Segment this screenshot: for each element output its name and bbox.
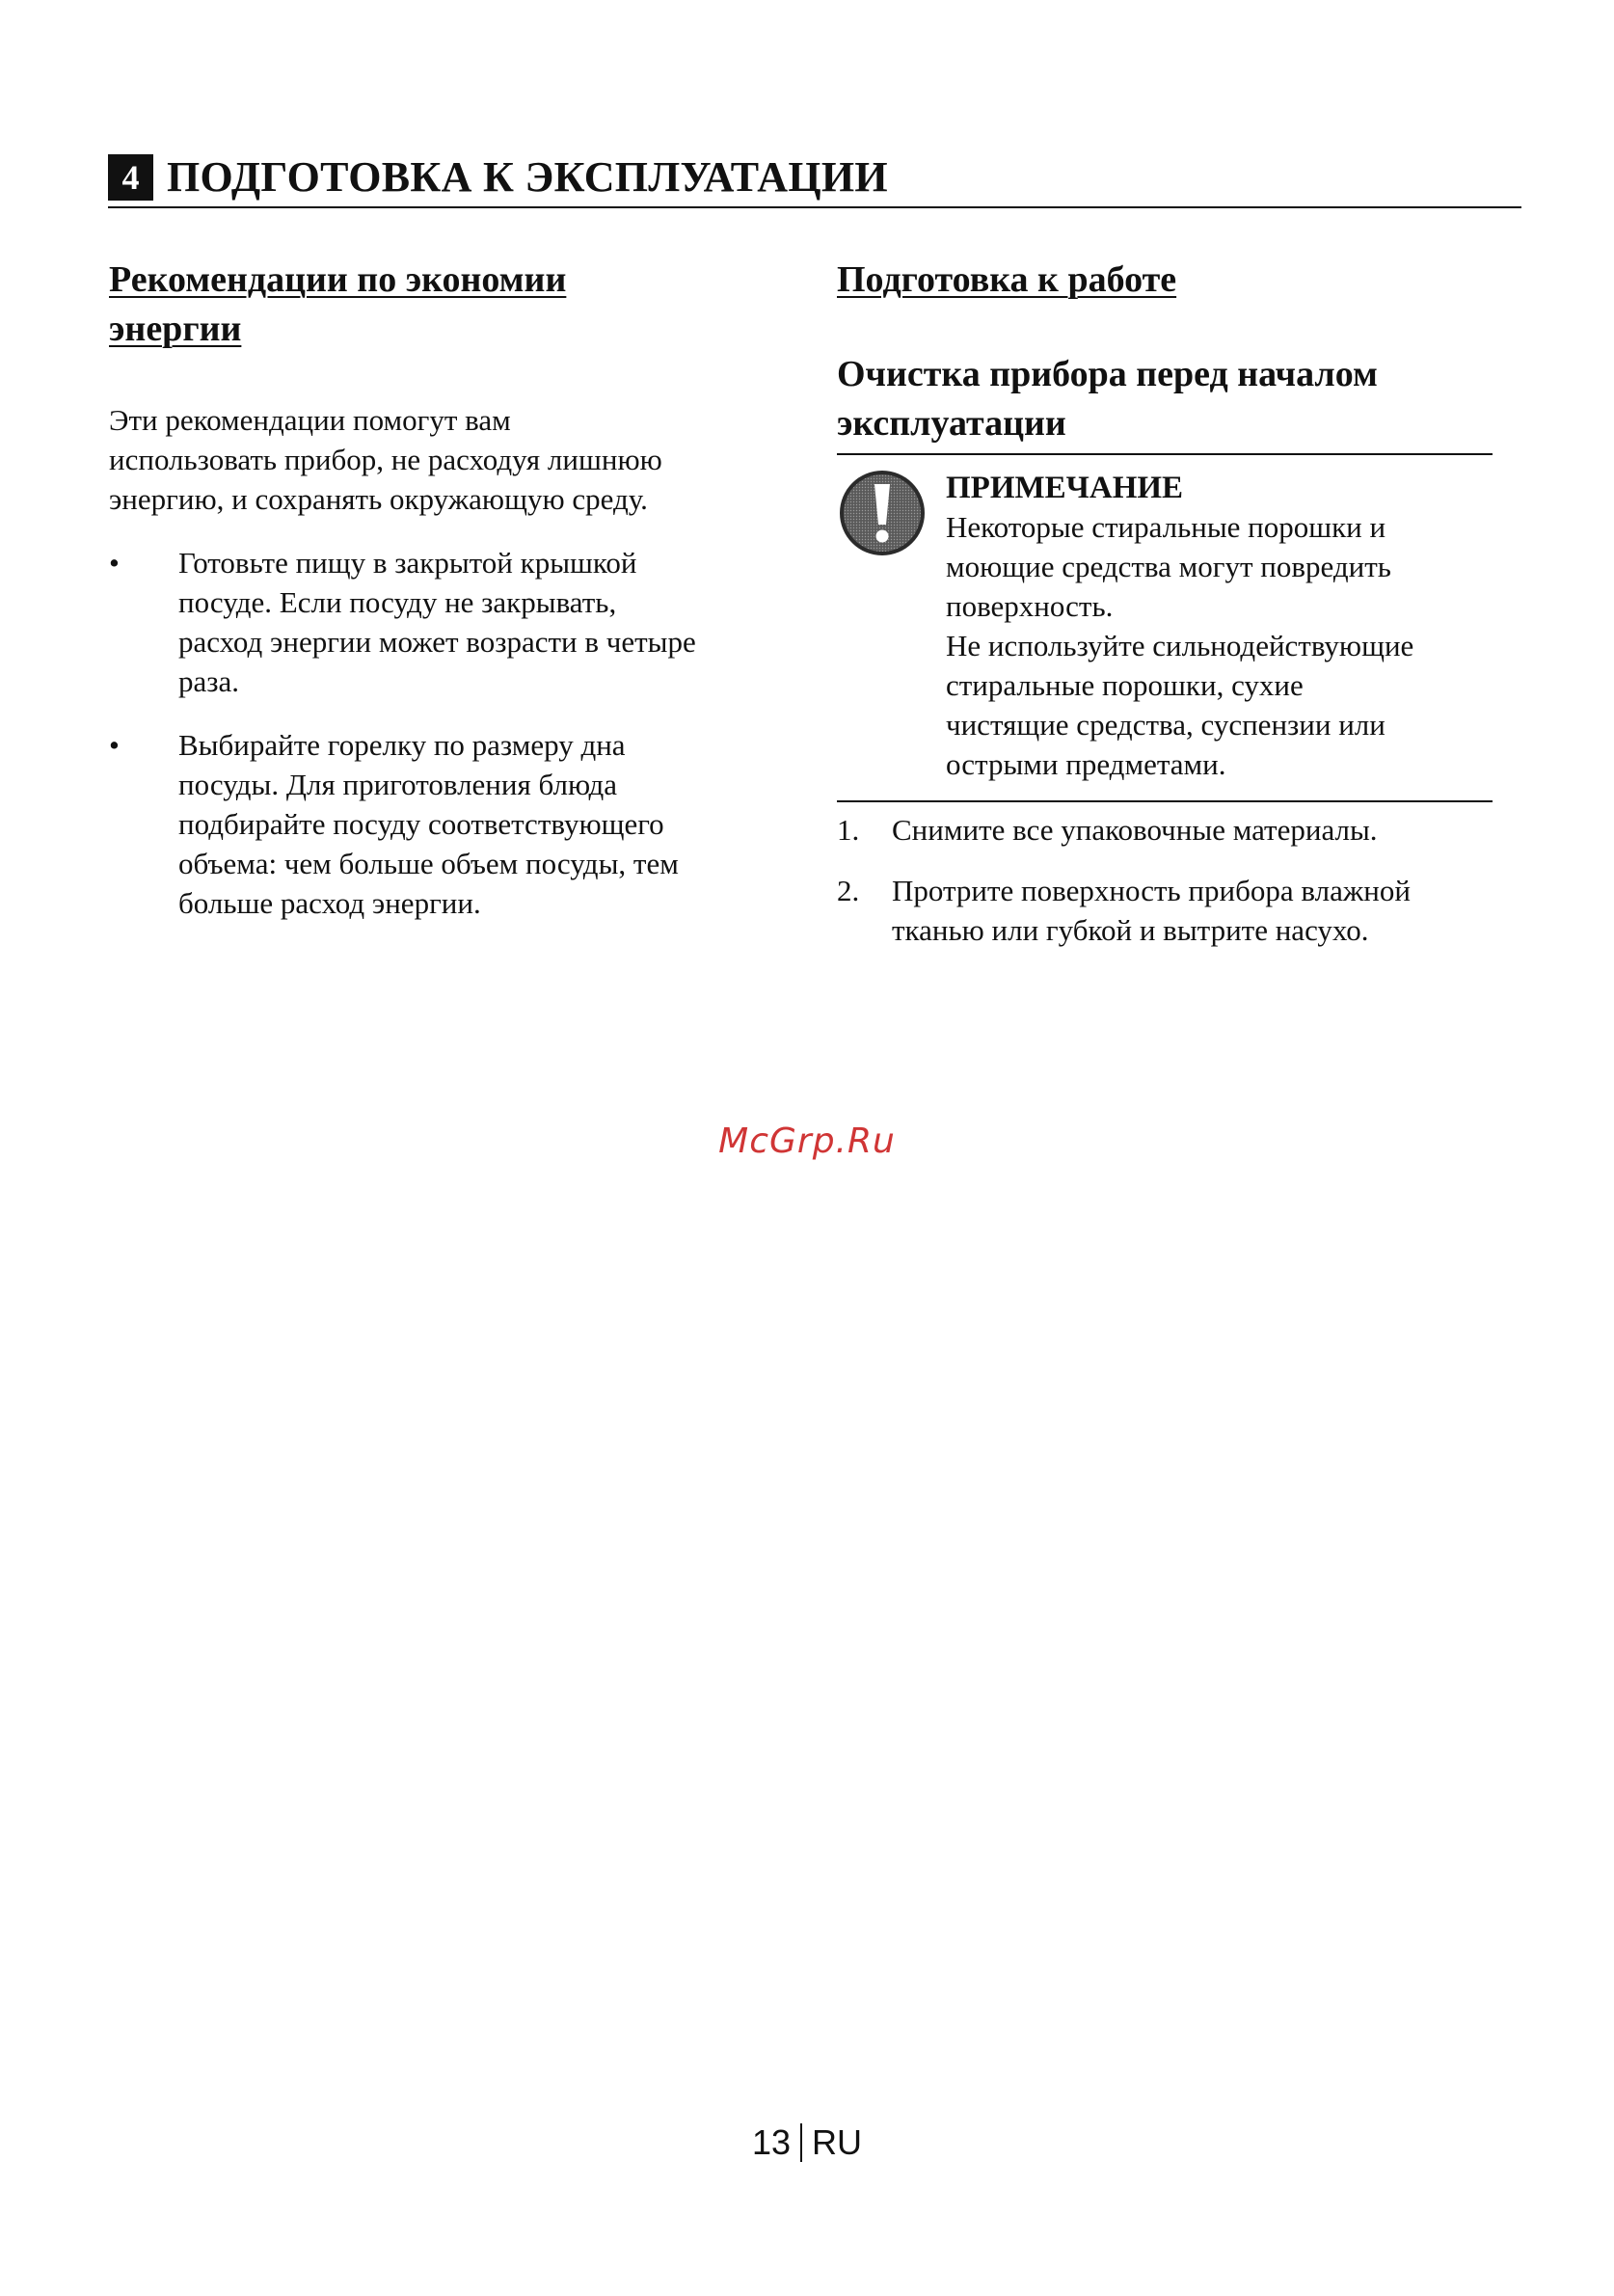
note-line: чистящие средства, суспензии или bbox=[946, 708, 1385, 742]
step-number: 1. bbox=[837, 813, 860, 847]
bullet-line: Выбирайте горелку по размеру дна bbox=[178, 728, 626, 762]
bullet-line: раза. bbox=[178, 664, 240, 698]
note-box bbox=[837, 453, 1493, 802]
bullet-line: Готовьте пищу в закрытой крышкой bbox=[178, 546, 637, 580]
bullet-line: больше расход энергии. bbox=[178, 886, 481, 920]
bullet-line: объема: чем больше объем посуды, тем bbox=[178, 847, 679, 880]
note-line: Не используйте сильнодействующие bbox=[946, 629, 1414, 662]
bullet-mark: • bbox=[109, 728, 120, 762]
bullet-line: подбирайте посуду соответствующего bbox=[178, 807, 664, 841]
intro-line: энергию, и сохранять окружающую среду. bbox=[109, 482, 648, 516]
bullet-item bbox=[109, 725, 822, 923]
note-line: поверхность. bbox=[946, 589, 1114, 623]
step-item bbox=[837, 871, 1512, 950]
page-footer bbox=[0, 2121, 1614, 2164]
chapter-title: ПОДГОТОВКА К ЭКСПЛУАТАЦИИ bbox=[167, 153, 888, 201]
watermark: McGrp.Ru bbox=[718, 1121, 896, 1161]
note-line: моющие средства могут повредить bbox=[946, 550, 1391, 583]
preparation-heading: Подготовка к работе bbox=[837, 259, 1177, 300]
step-number: 2. bbox=[837, 874, 860, 907]
step-text bbox=[892, 810, 1378, 850]
energy-saving-intro bbox=[109, 400, 803, 519]
bullet-line: расход энергии может возрасти в четыре bbox=[178, 625, 696, 659]
step-line: тканью или губкой и вытрите насухо. bbox=[892, 913, 1369, 947]
note-line: стиральные порошки, сухие bbox=[946, 668, 1304, 702]
step-text bbox=[892, 871, 1411, 950]
step-item bbox=[837, 810, 1512, 850]
note-text bbox=[946, 507, 1495, 784]
chapter-header bbox=[108, 145, 1521, 208]
bullet-line: посуды. Для приготовления блюда bbox=[178, 768, 618, 801]
chapter-number-badge: 4 bbox=[108, 154, 153, 201]
note-title: ПРИМЕЧАНИЕ bbox=[946, 471, 1184, 505]
cleaning-subheading-line-1: Очистка прибора перед началом bbox=[837, 354, 1378, 394]
intro-line: использовать прибор, не расходуя лишнюю bbox=[109, 443, 662, 476]
page-language: RU bbox=[812, 2122, 863, 2162]
cleaning-subheading-line-2: эксплуатации bbox=[837, 403, 1066, 444]
bullet-text bbox=[178, 543, 696, 701]
bullet-text bbox=[178, 725, 679, 923]
bullet-mark: • bbox=[109, 546, 120, 580]
step-line: Снимите все упаковочные материалы. bbox=[892, 813, 1378, 847]
intro-line: Эти рекомендации помогут вам bbox=[109, 403, 511, 437]
exclamation-icon bbox=[838, 469, 927, 557]
note-line: Некоторые стиральные порошки и bbox=[946, 510, 1386, 544]
energy-saving-heading-line-1: Рекомендации по экономии bbox=[109, 259, 567, 300]
bullet-line: посуде. Если посуду не закрывать, bbox=[178, 585, 617, 619]
footer-separator bbox=[800, 2123, 802, 2162]
step-line: Протрите поверхность прибора влажной bbox=[892, 874, 1411, 907]
note-body bbox=[946, 469, 1495, 784]
cleaning-subheading bbox=[837, 350, 1512, 448]
energy-saving-heading-line-2: энергии bbox=[109, 309, 242, 349]
note-line: острыми предметами. bbox=[946, 747, 1226, 781]
page-number: 13 bbox=[751, 2122, 792, 2162]
energy-saving-heading bbox=[109, 256, 784, 354]
bullet-item bbox=[109, 543, 822, 701]
